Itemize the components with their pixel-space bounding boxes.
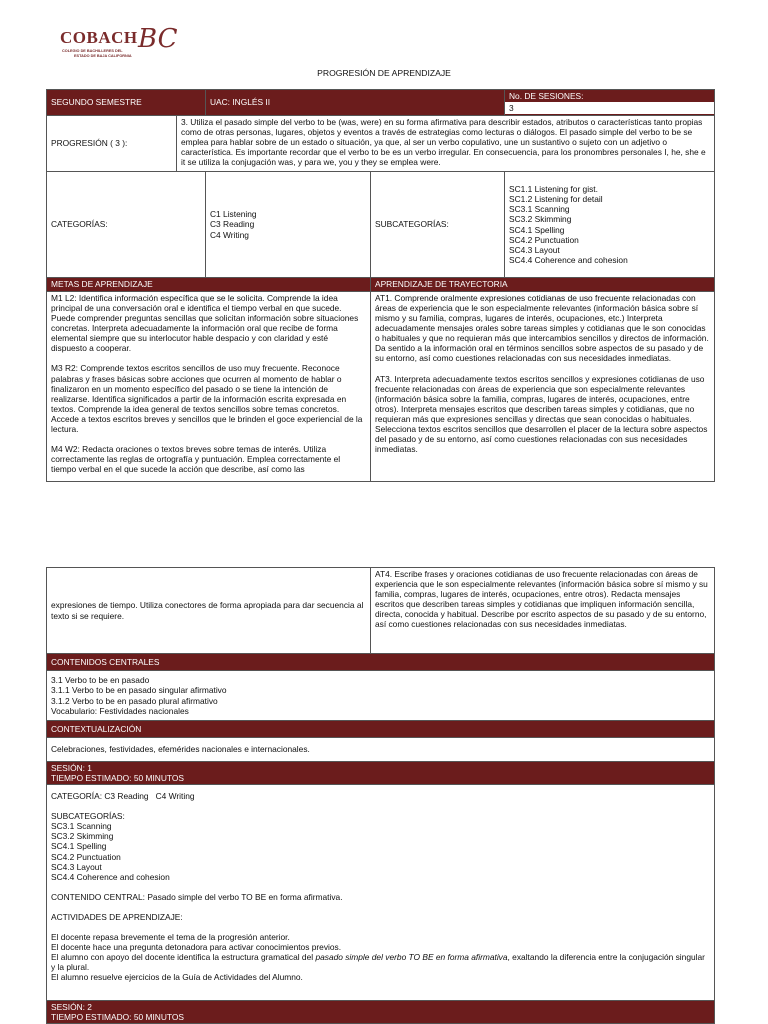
progression-label: PROGRESIÓN ( 3 ): <box>47 116 177 172</box>
context-text: Celebraciones, festividades, efemérides nacionales e internacionales. <box>47 738 715 762</box>
progression-table-page1 <box>46 89 715 482</box>
goal-m4-continued: expresiones de tiempo. Utiliza conectores de forma apropiada para dar secuencia al texto si se requiere. <box>47 568 371 654</box>
session-2-header <box>47 1001 715 1024</box>
logo-subtitle-2: ESTADO DE BAJA CALIFORNIA <box>74 54 132 58</box>
sessions-cell <box>505 90 715 116</box>
session-1-activities-label: ACTIVIDADES DE APRENDIZAJE: <box>51 911 183 922</box>
learning-goals-cell <box>47 292 371 482</box>
trajectory-header: APRENDIZAJE DE TRAYECTORIA <box>371 278 715 292</box>
logo-monogram: BC <box>138 24 178 54</box>
sessions-value: 3 <box>505 102 714 114</box>
session-2-label: SESIÓN: 2 <box>51 1002 92 1013</box>
subcategories-label: SUBCATEGORÍAS: <box>371 172 505 278</box>
core-content-list: 3.1 Verbo to be en pasado 3.1.1 Verbo to be en pasado singular afirmativo 3.1.2 Verbo to be en pasado plural afirmativo Vocabulario: Festividades nacionales <box>47 671 715 721</box>
session-2-time: TIEMPO ESTIMADO: 50 MINUTOS <box>51 1012 184 1023</box>
session-1-label: SESIÓN: 1 <box>51 763 92 773</box>
trajectory-at3: AT3. Interpreta adecuadamente textos escritos sencillos y expresiones cotidianas de uso frecuente relacionadas con áreas de experiencia que son especialmente relevantes (información básica sobre la familia, compras, lugares de interés, ocupaciones, entre otros). Interpreta mensajes escritos que describen tareas simples y cotidianas, que no requieran más que expresiones sencillas y directas que sean conocidas o habituales. Selecciona textos escritos sencillos que desarrollen el placer de la lectura sobre aspectos del pasado y de su entorno, así como cuestiones relacionadas con sus necesidades inmediatas. <box>375 373 708 455</box>
session-1-subcategories: SC3.1 Scanning SC3.2 Skimming SC4.1 Spelling SC4.2 Punctuation SC4.3 Layout SC4.4 Coherence and cohesion <box>51 821 170 882</box>
session-1-body <box>47 785 715 1001</box>
activity-4: El alumno resuelve ejercicios de la Guía de Actividades del Alumno. <box>51 972 303 983</box>
session-1-header <box>47 762 715 785</box>
page-title: PROGRESIÓN DE APRENDIZAJE <box>317 68 451 78</box>
session-1-category: CATEGORÍA: C3 Reading C4 Writing <box>51 791 195 802</box>
categories-label: CATEGORÍAS: <box>47 172 206 278</box>
trajectory-cell <box>371 292 715 482</box>
goal-m3: M3 R2: Comprende textos escritos sencillos de uso muy frecuente. Reconoce palabras y frases básicas sobre acciones que ocurren al momento de hablar o finalizaron en un momento específico del pasado o se tiene la intención de realizarse. Identifica significados a partir de la información escrita expresada en textos. Comprende la idea general de textos sencillos sobre temas concretos. Accede a textos escritos breves y sencillos que le brinden el goce experiencial de la lectura. <box>51 363 363 434</box>
context-header: CONTEXTUALIZACIÓN <box>47 721 715 738</box>
cobach-logo <box>60 26 180 60</box>
trajectory-at1: AT1. Comprende oralmente expresiones cotidianas de uso frecuente relacionadas con áreas de experiencia que le son especialmente relevantes (información básica sobre sí mismo y su familia, compras, lugares de interés, ocupaciones, etc.) Interpreta adecuadamente mensajes orales sobre tareas simples y cotidianas que le son conocidas o habituales y que no requieran más que intercambios sencillos y directos de información. Da sentido a la información oral en términos sencillos sobre aspectos de su pasado y de su entorno, así como cuestiones relacionadas con sus necesidades inmediatas. <box>375 293 709 364</box>
session-1-core-content: CONTENIDO CENTRAL: Pasado simple del verbo TO BE en forma afirmativa. <box>51 891 343 902</box>
semester-cell: SEGUNDO SEMESTRE <box>47 90 206 116</box>
logo-wordmark: COBACH <box>60 28 138 47</box>
learning-goals-header: METAS DE APRENDIZAJE <box>47 278 371 292</box>
progression-text: 3. Utiliza el pasado simple del verbo to be (was, were) en su forma afirmativa para describir estados, atributos o características tanto propias como de otras personas, lugares, objetos y eventos a través de estrategias como lecturas o diálogos. El pasado simple del verbo to be se emplea para hablar sobre de un estado o situación, ya que, al ser un verbo copulativo, une un sustantivo o sujeto con un adjetivo o característica. Es importante recordar que el verbo to be es un verbo irregular. En consecuencia, para los pronombres personales I, he, she e it se utiliza la conjugación was, y para we, you y they se emplea were. <box>177 116 715 172</box>
activity-3-part-b: , exaltando la diferencia entre la conjugación singular y la plural. <box>51 952 705 973</box>
uac-cell: UAC: INGLÉS II <box>206 90 505 116</box>
session-1-time: TIEMPO ESTIMADO: 50 MINUTOS <box>51 773 184 784</box>
categories-list: C1 Listening C3 Reading C4 Writing <box>206 172 371 278</box>
sessions-label: No. DE SESIONES: <box>505 90 714 102</box>
activity-2: El docente hace una pregunta detonadora para activar conocimientos previos. <box>51 942 342 953</box>
activity-3-emphasis: pasado simple del verbo TO BE en forma afirmativa <box>315 952 508 963</box>
subcategories-list: SC1.1 Listening for gist. SC1.2 Listening for detail SC3.1 Scanning SC3.2 Skimming SC4.1 Spelling SC4.2 Punctuation SC4.3 Layout SC4.4 Coherence and cohesion <box>505 172 715 278</box>
activity-3 <box>51 952 710 972</box>
trajectory-at4: AT4. Escribe frases y oraciones cotidianas de uso frecuente relacionadas con áreas de experiencia que le son especialmente relevantes (información básica sobre sí mismo y su familia, compras, lugares de interés, ocupaciones, entre otros). Redacta mensajes escritos que describen tareas simples y cotidianas que impliquen información sencilla, directa, conocida y habitual. Describe por escrito aspectos de su pasado y de su entorno, así como cuestiones relacionadas con sus necesidades inmediatas. <box>371 568 715 654</box>
activity-3-part-a: El alumno con apoyo del docente identifica la estructura gramatical del <box>51 952 316 963</box>
progression-table-page2 <box>46 567 715 1024</box>
logo-subtitle-1: COLEGIO DE BACHILLERES DEL <box>62 49 123 53</box>
session-1-subcategories-label: SUBCATEGORÍAS: <box>51 811 125 822</box>
core-content-header: CONTENIDOS CENTRALES <box>47 654 715 671</box>
goal-m1: M1 L2: Identifica información específica que se le solicita. Comprende la idea principal de una conversación oral e identifica el tiempo verbal en que sucede. Puede comprender preguntas sencillas que solicitan información sobre situaciones concretas. Interpreta adecuadamente la información oral que recibe de forma elemental siempre que su interlocutor hable despacio y con claridad y esté dispuesto a cooperar. <box>51 293 359 354</box>
activity-1: El docente repasa brevemente el tema de la progresión anterior. <box>51 931 290 942</box>
goal-m4: M4 W2: Redacta oraciones o textos breves sobre temas de interés. Utiliza correctamente las reglas de ortografía y puntuación. Emplea correctamente el tiempo verbal en el que sucede la acción que describe, así como las <box>51 444 341 475</box>
